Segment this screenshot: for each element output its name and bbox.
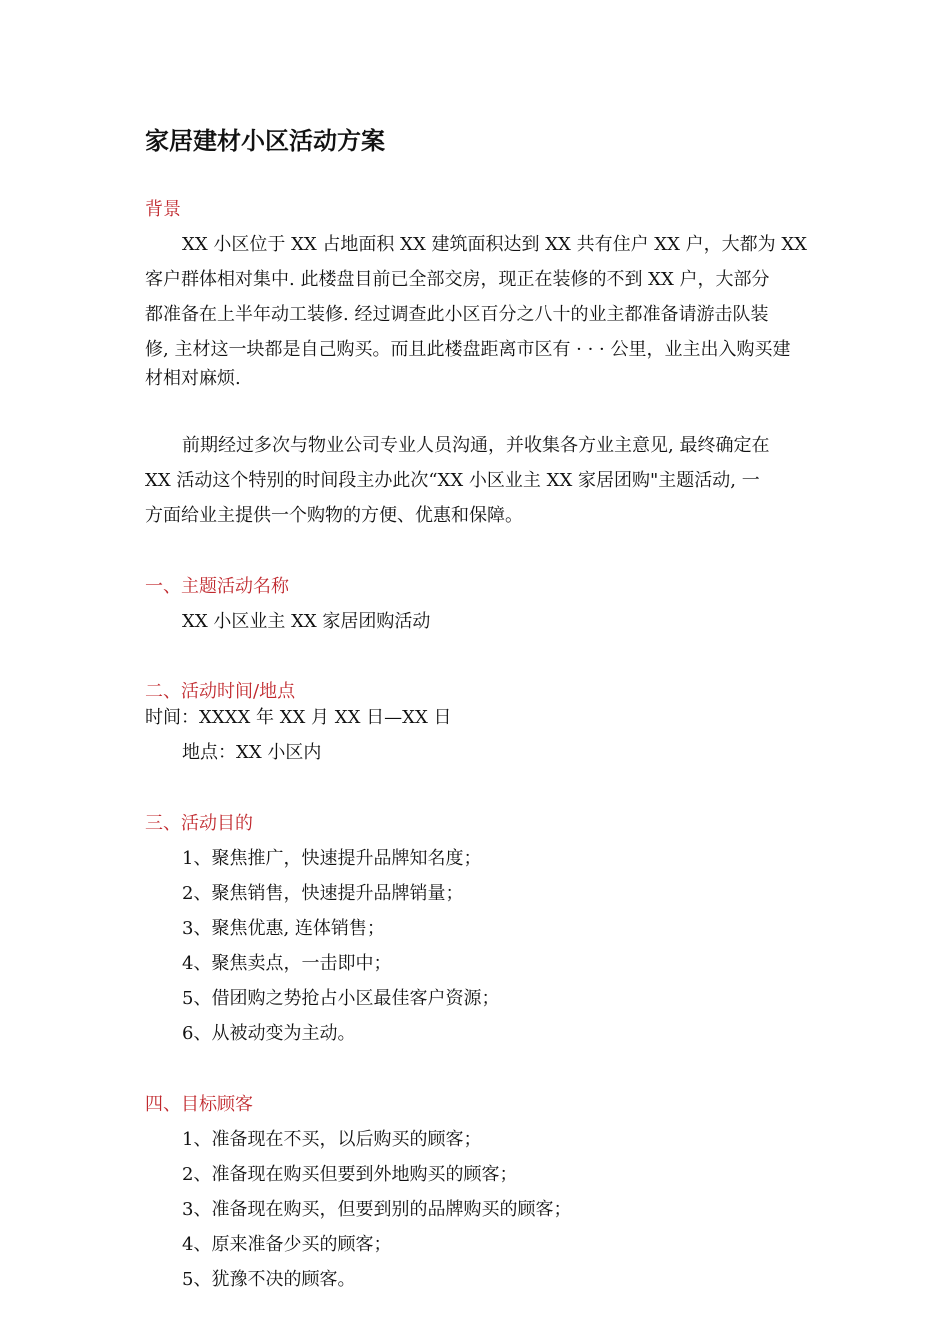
list-item: 4、原来准备少买的顾客； xyxy=(182,1234,392,1255)
document-title: 家居建材小区活动方案 xyxy=(145,126,385,155)
section-heading-theme: 一、主题活动名称 xyxy=(145,576,289,597)
list-item: 3、准备现在购买，但要到别的品牌购买的顾客； xyxy=(182,1199,572,1220)
section-heading-time-place: 二、活动时间/地点 xyxy=(145,681,296,702)
list-item: 1、准备现在不买，以后购买的顾客； xyxy=(182,1129,482,1150)
paragraph-line: XX 活动这个特别的时间段主办此次“XX 小区业主 XX 家居团购"主题活动, 一 xyxy=(145,470,760,491)
section-heading-purpose: 三、活动目的 xyxy=(145,813,253,834)
section-heading-background: 背景 xyxy=(145,199,181,220)
paragraph-line: 前期经过多次与物业公司专业人员沟通，并收集各方业主意见, 最终确定在 xyxy=(182,435,770,456)
activity-place: 地点：XX 小区内 xyxy=(182,742,322,763)
list-item: 1、聚焦推广，快速提升品牌知名度； xyxy=(182,848,482,869)
list-item: 5、借团购之势抢占小区最佳客户资源； xyxy=(182,988,500,1009)
paragraph-line: 材相对麻烦. xyxy=(145,368,241,389)
list-item: 6、从被动变为主动。 xyxy=(182,1023,356,1044)
activity-time: 时间：XXXX 年 XX 月 XX 日—XX 日 xyxy=(145,707,452,728)
section-heading-target-customers: 四、目标顾客 xyxy=(145,1094,253,1115)
paragraph-line: XX 小区位于 XX 占地面积 XX 建筑面积达到 XX 共有住户 XX 户，大都为 XX xyxy=(182,234,807,255)
list-item: 5、犹豫不决的顾客。 xyxy=(182,1269,356,1290)
paragraph-line: 都准备在上半年动工装修. 经过调查此小区百分之八十的业主都准备请游击队装 xyxy=(145,304,769,325)
list-item: 2、准备现在购买但要到外地购买的顾客； xyxy=(182,1164,518,1185)
paragraph-line: 客户群体相对集中. 此楼盘目前已全部交房，现正在装修的不到 XX 户，大部分 xyxy=(145,269,770,290)
paragraph-line: 修, 主材这一块都是自己购买。而且此楼盘距离市区有 · · · 公里，业主出入购买建 xyxy=(145,339,791,360)
paragraph-line: 方面给业主提供一个购物的方便、优惠和保障。 xyxy=(145,505,523,526)
list-item: 4、聚焦卖点，一击即中； xyxy=(182,953,392,974)
list-item: 3、聚焦优惠, 连体销售； xyxy=(182,918,385,939)
list-item: 2、聚焦销售，快速提升品牌销量； xyxy=(182,883,464,904)
theme-name: XX 小区业主 XX 家居团购活动 xyxy=(182,611,431,632)
